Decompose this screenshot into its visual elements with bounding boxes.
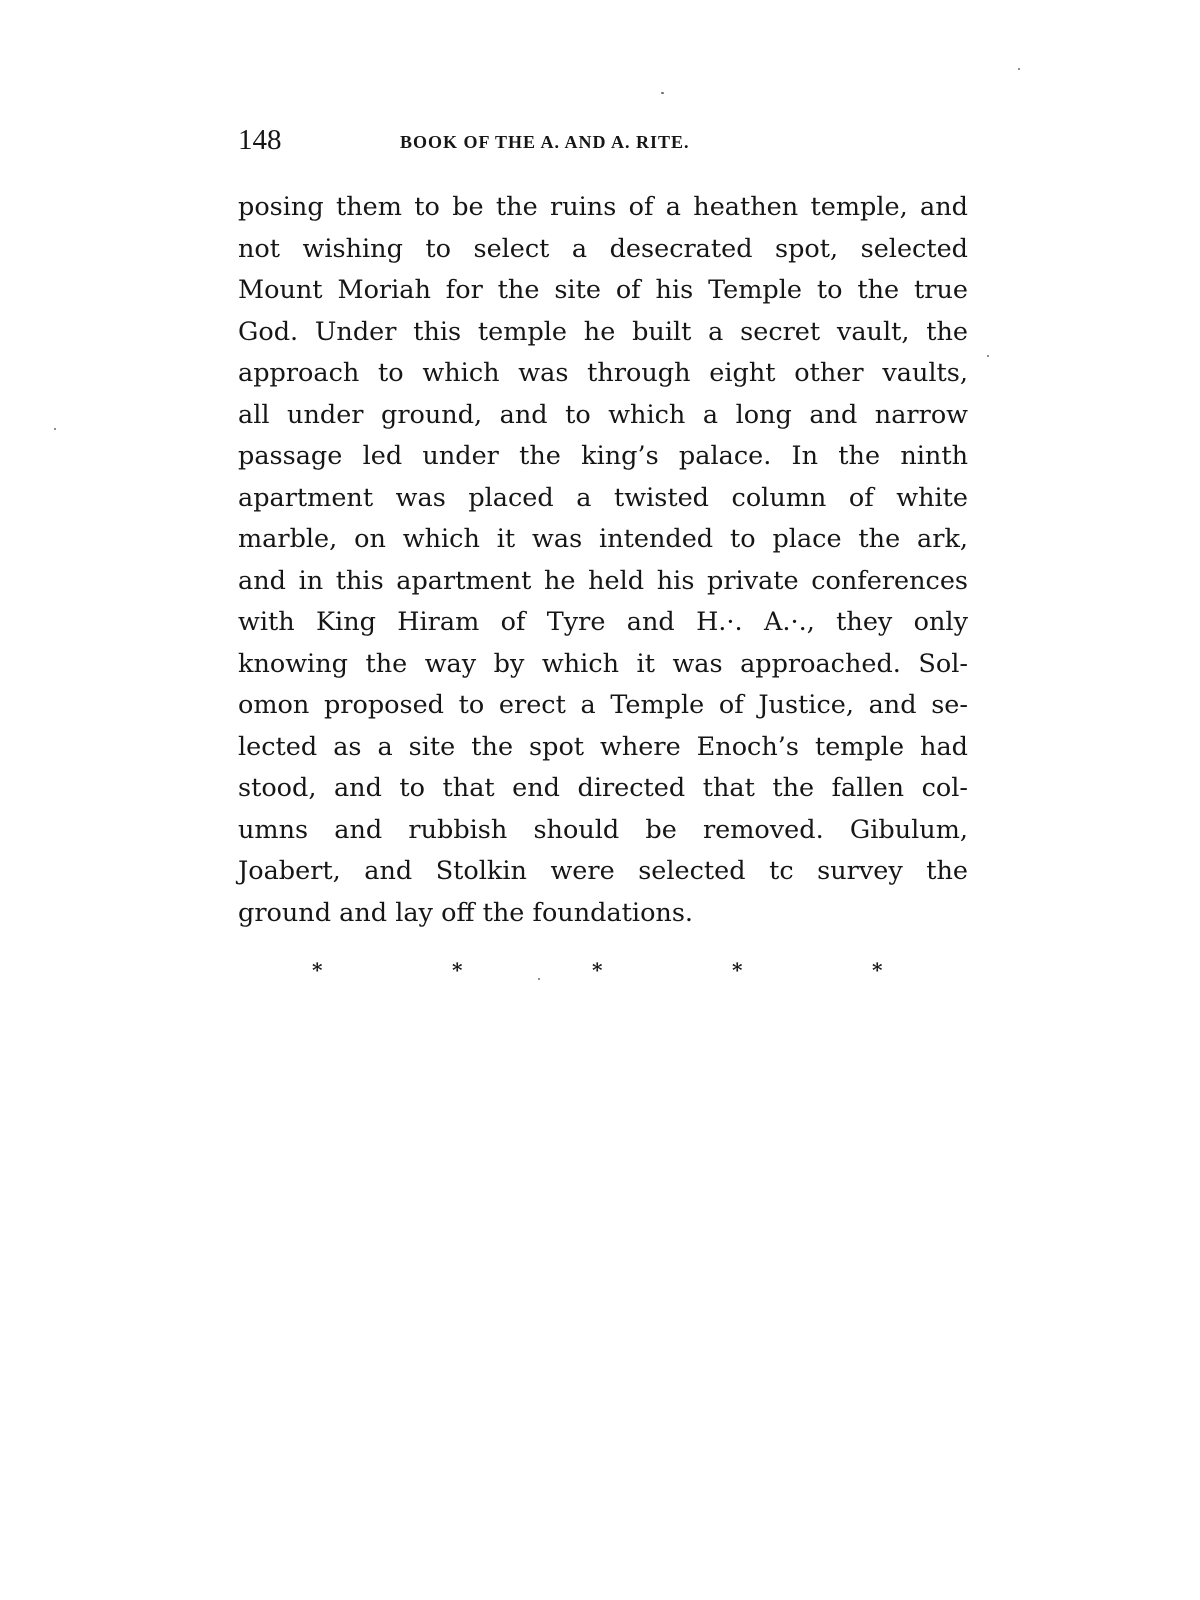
- text-line: Joabert, and Stolkin were selected tc survey the: [238, 856, 968, 886]
- page-header: [238, 122, 970, 162]
- scan-speck: [1018, 68, 1020, 70]
- text-line: passage led under the king’s palace. In the ninth: [238, 441, 968, 471]
- asterisk: *: [452, 958, 463, 982]
- text-line: not wishing to select a desecrated spot, selected: [238, 233, 968, 264]
- scan-speck: [661, 92, 664, 94]
- text-line: with King Hiram of Tyre and H.·. A.·., they only: [238, 607, 968, 637]
- text-line: and in this apartment he held his private conferences: [238, 565, 968, 596]
- text-line: posing them to be the ruins of a heathen temple, and: [238, 192, 968, 222]
- text-line: omon proposed to erect a Temple of Justice, and se-: [238, 690, 968, 720]
- text-line: knowing the way by which it was approached. Sol-: [238, 648, 968, 679]
- text-line: lected as a site the spot where Enoch’s temple had: [238, 731, 968, 762]
- text-line: God. Under this temple he built a secret vault, the: [238, 316, 968, 347]
- text-line: marble, on which it was intended to place the ark,: [238, 524, 968, 554]
- text-line-last: ground and lay off the foundations.: [238, 897, 694, 928]
- running-head: BOOK OF THE A. AND A. RITE.: [400, 132, 690, 152]
- body-text: [238, 187, 968, 934]
- text-line: all under ground, and to which a long and narrow: [238, 399, 968, 430]
- asterisk: *: [312, 958, 323, 982]
- text-line: apartment was placed a twisted column of white: [238, 482, 968, 513]
- text-line: approach to which was through eight other vaults,: [238, 358, 968, 388]
- scan-speck: [538, 978, 540, 980]
- asterisk: *: [872, 958, 883, 982]
- page-number: 148: [238, 124, 282, 156]
- asterisk: *: [732, 958, 743, 982]
- scan-speck: [54, 428, 56, 430]
- section-break-asterisms: [290, 955, 910, 985]
- text-line: umns and rubbish should be removed. Gibulum,: [238, 814, 968, 845]
- scan-speck: [987, 355, 989, 357]
- text-line: stood, and to that end directed that the fallen col-: [238, 773, 968, 803]
- asterisk: *: [592, 958, 603, 982]
- text-line: Mount Moriah for the site of his Temple to the true: [238, 275, 968, 305]
